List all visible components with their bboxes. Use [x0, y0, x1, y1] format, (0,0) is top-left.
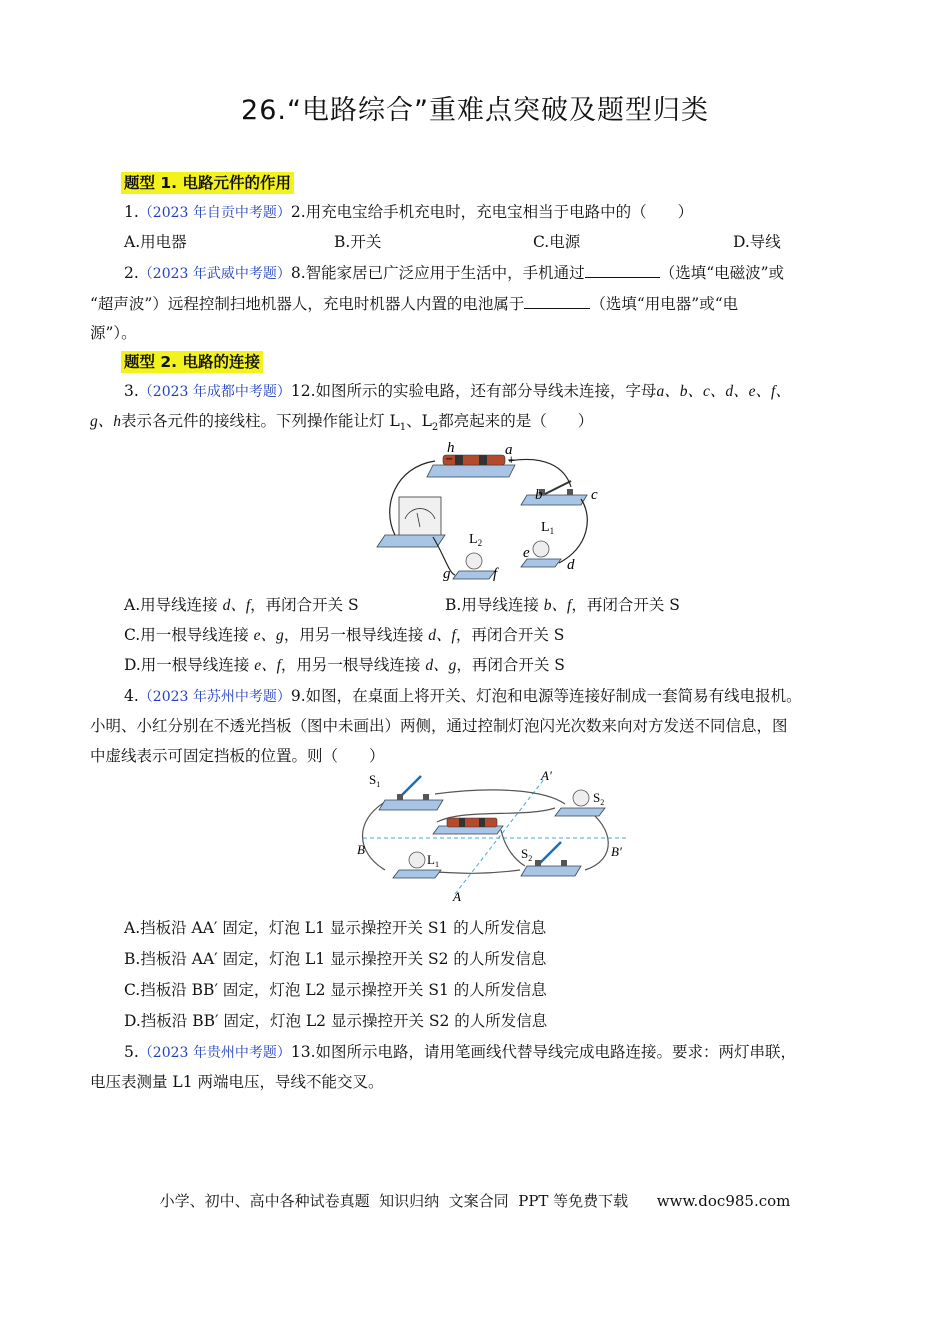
- q2-line-3: 源”）。: [90, 324, 137, 342]
- label-e: e: [523, 545, 530, 561]
- q2-blank-2: [524, 294, 590, 309]
- q3-opt-c-1: C.用一根导线连接: [124, 626, 254, 644]
- q1-option-a: A.用电器: [124, 233, 187, 251]
- battery-icon: [433, 818, 503, 834]
- q4-source: （2023 年苏州中考题）: [138, 689, 291, 705]
- label-a-prime: A′: [541, 768, 552, 783]
- label-minus: −: [445, 454, 454, 465]
- q5-text: 13.如图所示电路，请用笔画线代替导线完成电路连接。要求：两灯串联，: [290, 1043, 797, 1061]
- lamp-l2-icon: [453, 553, 495, 579]
- q1-option-b: B.开关: [334, 233, 382, 251]
- q3-opt-c-5: ，再闭合开关 S: [455, 626, 565, 644]
- label-s2-lamp: $S_2$: [593, 790, 605, 807]
- q3-letters: a、b、c、d、e、f、: [656, 383, 791, 400]
- section-label-2: 题型 2. 电路的连接: [121, 351, 263, 373]
- q3-text: 12.如图所示的实验电路，还有部分导线未连接，字母: [290, 382, 657, 400]
- q3-opt-a-2: d、f: [222, 597, 251, 614]
- label-s2: $S_2$: [521, 846, 533, 863]
- label-b-prime: B′: [611, 844, 622, 859]
- label-l1: $L_1$: [541, 520, 555, 536]
- q4-option-a: A.挡板沿 AA′ 固定，灯泡 L1 显示操控开关 S1 的人所发信息: [124, 919, 547, 937]
- q1-number: 1.: [124, 203, 139, 221]
- q4-option-d: D.挡板沿 BB′ 固定，灯泡 L2 显示操控开关 S2 的人所发信息: [124, 1012, 548, 1030]
- q3-number: 3.: [124, 382, 139, 400]
- q2-text-b: （选填“电磁波”或: [659, 264, 785, 282]
- q1-option-c: C.电源: [533, 233, 581, 251]
- q3-opt-d-2: e、f: [254, 657, 281, 674]
- q3-opt-d-4: d、g: [425, 657, 457, 674]
- label-b: b: [535, 487, 543, 503]
- q2-number: 2.: [124, 264, 139, 282]
- page-title: 26.“电路综合”重难点突破及题型归类: [241, 95, 709, 126]
- label-d: d: [567, 557, 575, 573]
- switch-icon: [521, 481, 587, 505]
- label-a: a: [505, 442, 513, 458]
- q3-opt-a-3: ，再闭合开关 S: [250, 596, 359, 614]
- q2-text-a: 8.智能家居已广泛应用于生活中，手机通过: [290, 264, 585, 282]
- q3-opt-b-3: ，再闭合开关 S: [571, 596, 680, 614]
- q1-source: （2023 年自贡中考题）: [138, 205, 291, 221]
- label-l1: $L_1$: [427, 852, 439, 869]
- label-l2: $L_2$: [469, 532, 483, 548]
- q4-line-3: 中虚线表示可固定挡板的位置。则（ ）: [90, 747, 385, 765]
- label-a: A: [453, 889, 461, 903]
- question-4: [124, 685, 802, 708]
- q4-number: 4.: [124, 687, 139, 705]
- circuit-figure-2: [355, 768, 635, 903]
- q2-line-2: [90, 293, 738, 315]
- q3-line2-b: 表示各元件的接线柱。下列操作能让灯 L: [121, 412, 400, 430]
- q2-line2-b: （选填“用电器”或“电: [590, 295, 739, 313]
- question-1: [124, 201, 693, 224]
- q1-text: 2.用充电宝给手机充电时，充电宝相当于电路中的（ ）: [290, 203, 694, 221]
- switch-s1-icon: [379, 776, 443, 810]
- battery-icon: [427, 455, 515, 477]
- q3-opt-c-3: ，用另一根导线连接: [283, 626, 429, 644]
- q1-option-d: D.导线: [733, 233, 781, 251]
- q3-opt-c-4: d、f: [428, 627, 456, 644]
- q4-text: 9.如图，在桌面上将开关、灯泡和电源等连接好制成一套简易有线电报机。: [290, 687, 802, 705]
- q2-source: （2023 年武威中考题）: [138, 266, 291, 282]
- q3-line-2: g、h表示各元件的接线柱。下列操作能让灯 $L_1$、$L_2$都亮起来的是（ ）: [90, 412, 594, 434]
- q3-opt-d-1: D.用一根导线连接: [124, 656, 255, 674]
- label-g: g: [443, 566, 451, 582]
- q5-number: 5.: [124, 1043, 139, 1061]
- circuit-figure-1: [375, 437, 615, 582]
- label-s1: $S_1$: [369, 772, 381, 789]
- question-5: [124, 1041, 796, 1064]
- q2-line2-a: “超声波”）远程控制扫地机器人，充电时机器人内置的电池属于: [90, 295, 525, 313]
- label-b: B: [357, 842, 365, 857]
- q3-opt-a-1: A.用导线连接: [124, 596, 223, 614]
- question-3: [124, 380, 791, 403]
- q3-opt-d-5: ，再闭合开关 S: [456, 656, 565, 674]
- q3-line2-c: 、L: [406, 412, 432, 430]
- page-footer: 小学、初中、高中各种试卷真题 知识归纳 文案合同 PPT 等免费下载 www.doc985.com: [159, 1192, 791, 1210]
- label-f: f: [493, 566, 498, 582]
- q3-opt-b-2: b、f: [543, 597, 572, 614]
- q3-option-d: [124, 654, 565, 677]
- q4-line-2: 小明、小红分别在不透光挡板（图中未画出）两侧，通过控制灯泡闪光次数来向对方发送不同信息，图: [90, 717, 788, 735]
- q3-opt-b-1: B.用导线连接: [445, 596, 544, 614]
- section-label-1: 题型 1. 电路元件的作用: [121, 172, 294, 194]
- q3-opt-c-2: e、g: [253, 627, 284, 644]
- question-2: [124, 262, 784, 285]
- q5-line-2: 电压表测量 L1 两端电压，导线不能交叉。: [90, 1073, 384, 1091]
- q3-source: （2023 年成都中考题）: [138, 384, 291, 400]
- q3-line2-a: g、h: [90, 413, 122, 430]
- q3-option-c: [124, 624, 564, 647]
- q3-opt-d-3: ，用另一根导线连接: [280, 656, 426, 674]
- q3-option-b: [445, 594, 680, 617]
- q3-option-a: [124, 594, 359, 617]
- label-c: c: [591, 487, 598, 503]
- q3-line2-d: 都亮起来的是（ ）: [438, 412, 594, 430]
- q4-option-c: C.挡板沿 BB′ 固定，灯泡 L2 显示操控开关 S1 的人所发信息: [124, 981, 547, 999]
- q5-source: （2023 年贵州中考题）: [138, 1045, 291, 1061]
- q2-blank-1: [585, 263, 660, 278]
- label-plus: +: [507, 455, 516, 466]
- label-h: h: [447, 440, 455, 456]
- q4-option-b: B.挡板沿 AA′ 固定，灯泡 L1 显示操控开关 S2 的人所发信息: [124, 950, 547, 968]
